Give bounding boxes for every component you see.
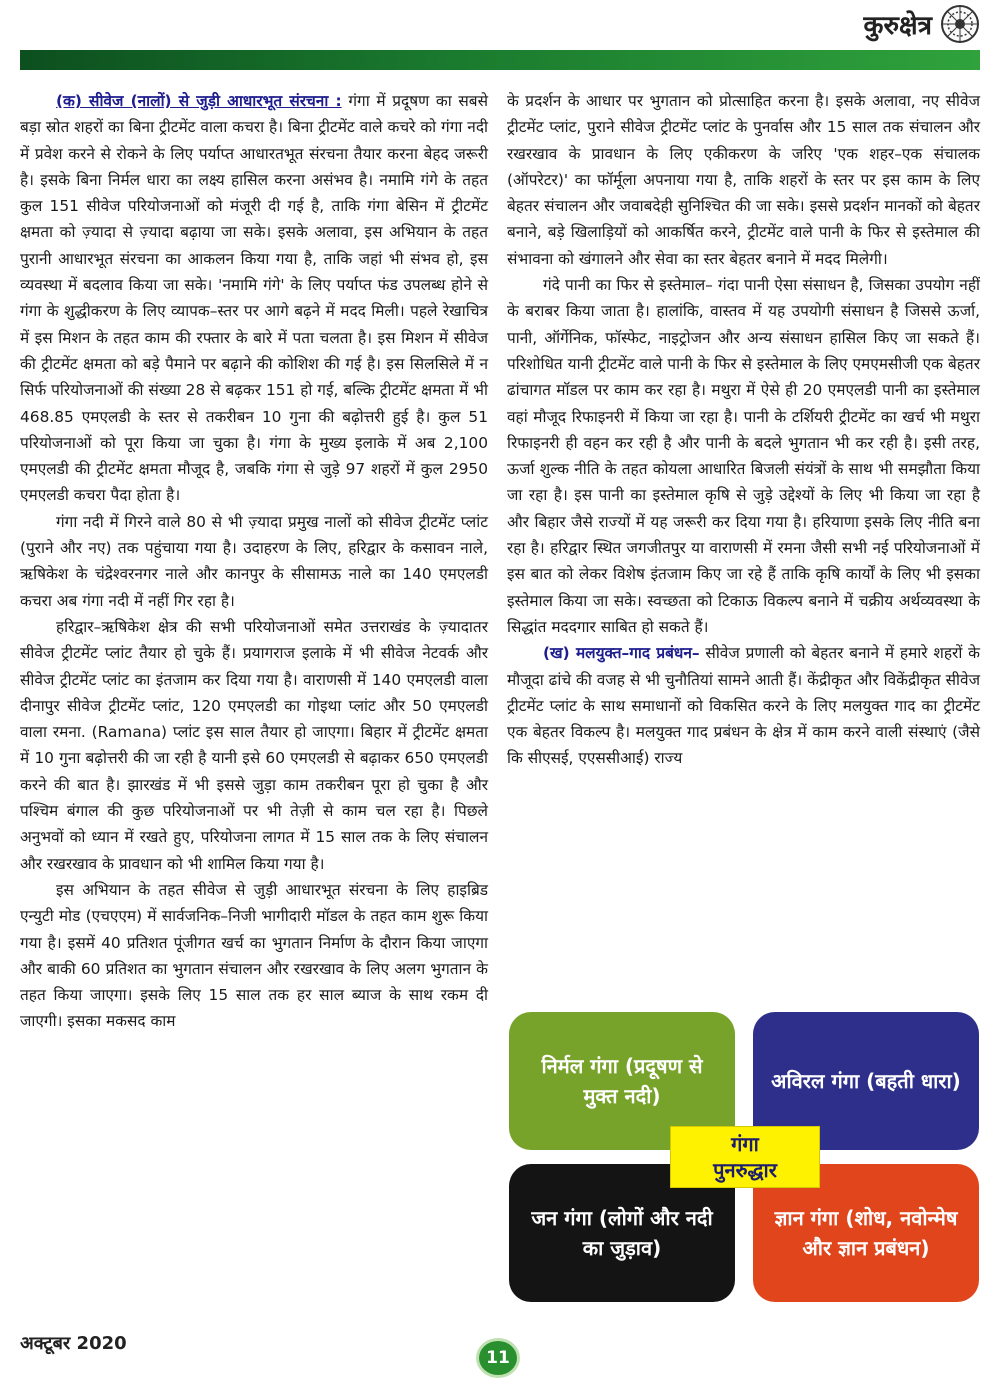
paragraph-text: गंगा में प्रदूषण का सबसे बड़ा स्रोत शहरों का बिना ट्रीटमेंट वाला कचरा है। बिना ट्रीटमेंट वाले कचरे को गंगा नदी में प्रवेश करने से रोकने के लिए पर्याप्त आधारतभूत संरचना तैयार करना बेहद जरूरी है। इसके बिना निर्मल धारा का लक्ष्य हासिल करना असंभव है। नमामि गंगे के तहत कुल 151 सीवेज परियोजनाओं को मंजूरी दी गई है, ताकि गंगा बेसिन में ट्रीटमेंट क्षमता को ज़्यादा से ज़्यादा बढ़ाया जा सके। इसके अलावा, इस अभियान के तहत पुरानी आधारभूत संरचना का आकलन किया गया है, ताकि जहां भी संभव हो, इस व्यवस्था में बदलाव किया जा सके। 'नमामि गंगे' के लिए पर्याप्त फंड उपलब्ध होने से गंगा के शुद्धीकरण के लिए व्यापक–स्तर पर आगे बढ़ने में मदद मिली। पहले रेखाचित्र में इस मिशन के तहत काम की रफ्तार के बारे में पता चलता है। इस मिशन में सीवेज की ट्रीटमेंट क्षमता को बड़े पैमाने पर बढ़ाने की कोशिश की गई है। इस सिलसिले में न सिर्फ परियोजनाओं की संख्या 28 से बढ़कर 151 हो गई, बल्कि ट्रीटमेंट क्षमता में भी 468.85 एमएलडी के स्तर से तकरीबन 10 गुना की बढ़ोत्तरी हुई है। कुल 51 परियोजनाओं को पूरा किया जा चुका है। गंगा के मुख्य इलाके में अब 2,100 एमएलडी की ट्रीटमेंट क्षमता मौजूद है, जबकि गंगा से जुड़े 97 शहरों में कुल 2950 एमएलडी कचरा पैदा होता है। [20,92,489,505]
center-label-line1: गंगा [731,1132,759,1156]
jan-ganga-box: जन गंगा (लोगों और नदी का जुड़ाव) [509,1164,735,1302]
paragraph: गंगा नदी में गिरने वाले 80 से भी ज़्यादा प्रमुख नालों को सीवेज ट्रीटमेंट प्लांट (पुराने और नए) तक पहुंचाया गया है। उदाहरण के लिए, हरिद्वार के कसावन नाले, ऋषिकेश के चंद्रेश्वरनगर नाले और कानपुर के सीसामऊ नाले का 140 एमएलडी कचरा अब गंगा नदी में नहीं गिर रहा है। [20,512,488,610]
left-column [20,88,488,1035]
issue-month: अक्टूबर 2020 [20,1333,127,1354]
section-heading-a: (क) सीवेज (नालों) से जुड़ी आधारभूत संरचना : [56,92,342,110]
nirmal-ganga-box: निर्मल गंगा (प्रदूषण से मुक्त नदी) [509,1012,735,1150]
ganga-rejuvenation-diagram [509,1012,979,1302]
paragraph: के प्रदर्शन के आधार पर भुगतान को प्रोत्साहित करना है। इसके अलावा, नए सीवेज ट्रीटमेंट प्लांट, पुराने सीवेज ट्रीटमेंट प्लांट के पुनर्वास और 15 साल तक संचालन और रखरखाव के प्रावधान के लिए एकीकरण के जरिए 'एक शहर–एक संचालक (ऑपरेटर)' का फॉर्मूला अपनाया गया है, ताकि शहरों के स्तर पर इस काम के लिए बेहतर संचालन और जवाबदेही सुनिश्चित की जा सके। इससे प्रदर्शन मानकों को बेहतर बनाने, बड़े खिलाड़ियों को आकर्षित करने, ट्रीटमेंट वाले पानी के फिर से इस्तेमाल की संभावना को खंगालने और सेवा का स्तर बेहतर बनाने में मदद मिलेगी। [507,92,980,268]
gyan-ganga-box: ज्ञान गंगा (शोध, नवोन्मेष और ज्ञान प्रबंधन) [753,1164,979,1302]
masthead [863,0,980,48]
paragraph: गंदे पानी का फिर से इस्तेमाल– गंदा पानी ऐसा संसाधन है, जिसका उपयोग नहीं के बराबर किया जाता है। हालांकि, वास्तव में यह उपयोगी संसाधन है जिससे ऊर्जा, पानी, ऑर्गेनिक, फॉस्फेट, नाइट्रोजन और अन्य संसाधन हासिल किए जा सकते हैं। परिशोधित यानी ट्रीटमेंट वाले पानी के फिर से इस्तेमाल के लिए एमएमसीजी एक बेहतर ढांचागत मॉडल पर काम कर रहा है। मथुरा में ऐसे ही 20 एमएलडी पानी का इस्तेमाल वहां मौजूद रिफाइनरी में किया जा रहा है। पानी के टर्शियरी ट्रीटमेंट का खर्च भी मथुरा रिफाइनरी ही वहन कर रही है और पानी के बदले भुगतान भी कर रही है। इसी तरह, ऊर्जा शुल्क नीति के तहत कोयला आधारित बिजली संयंत्रों के साथ भी समझौता किया जा रहा है। इस पानी का इस्तेमाल कृषि से जुड़े उद्देश्यों के लिए भी किया जा रहा है और बिहार जैसे राज्यों में यह जरूरी कर दिया गया है। हरियाणा इसके लिए नीति बना रहा है। हरिद्वार स्थित जगजीतपुर या वाराणसी में रमना जैसी सभी नई परियोजनाओं में इस बात को लेकर विशेष इंतजाम किए जा रहे हैं ताकि कृषि कार्यों के लिए भी इसका इस्तेमाल किया जा सके। स्वच्छता को टिकाऊ विकल्प बनाने में चक्रीय अर्थव्यवस्था के सिद्धांत मददगार साबित हो सकते हैं। [507,276,980,636]
aviral-ganga-box: अविरल गंगा (बहती धारा) [753,1012,979,1150]
page-number: 11 [476,1338,520,1378]
paragraph [20,88,488,509]
center-label-line2: पुनरुद्धार [713,1158,777,1182]
paragraph [507,640,980,771]
section-heading-b: (ख) मलयुक्त–गाद प्रबंधन– [543,644,700,663]
paragraph: इस अभियान के तहत सीवेज से जुड़ी आधारभूत संरचना के लिए हाइब्रिड एन्युटी मोड (एचएएम) में सार्वजनिक–निजी भागीदारी मॉडल के तहत काम शुरू किया गया है। इसमें 40 प्रतिशत पूंजीगत खर्च का भुगतान निर्माण के दौरान किया जाएगा और बाकी 60 प्रतिशत का भुगतान संचालन और रखरखाव के लिए अलग भुगतान के तहत किया जाएगा। इसके लिए 15 साल तक हर साल ब्याज के साथ रकम दी जाएगी। इसका मकसद काम [20,880,488,1031]
paragraph: हरिद्वार–ऋषिकेश क्षेत्र की सभी परियोजनाओं समेत उत्तराखंड के ज़्यादातर सीवेज ट्रीटमेंट प्लांट तैयार हो चुके हैं। प्रयागराज इलाके में भी सीवेज नेटवर्क और सीवेज ट्रीटमेंट प्लांट का इंतजाम कर दिया गया है। वाराणसी में 140 एमएलडी वाला दीनापुर सीवेज ट्रीटमेंट प्लांट, 120 एमएलडी का गोइथा प्लांट और 50 एमएलडी वाला रमना. (Ramana) प्लांट इस साल तैयार हो जाएगा। बिहार में ट्रीटमेंट क्षमता में 10 गुना बढ़ोत्तरी की जा रही है यानी इसे 60 एमएलडी से बढ़ाकर 650 एमएलडी करने की बात है। झारखंड में भी इससे जुड़ा काम तकरीबन पूरा हो चुका है और पश्चिम बंगाल की कुछ परियोजनाओं पर भी तेज़ी से काम चल रहा है। पिछले अनुभवों को ध्यान में रखते हुए, परियोजना लागत में 15 साल तक के लिए संचालन और रखरखाव के प्रावधान को भी शामिल किया गया है। [20,617,488,873]
magazine-title: कुरुक्षेत्र [863,11,932,41]
paragraph-text: सीवेज प्रणाली को बेहतर बनाने में हमारे शहरों के मौजूदा ढांचे की वजह से भी चुनौतियां सामने आती हैं। केंद्रीकृत और विकेंद्रीकृत सीवेज ट्रीटमेंट प्लांट के साथ समाधानों को विकसित करने के लिए मलयुक्त गाद का ट्रीटमेंट एक बेहतर विकल्प है। मलयुक्त गाद प्रबंधन के क्षेत्र में काम करने वाली संस्थाएं (जैसे कि सीएसई, एएससीआई) राज्य [507,644,980,768]
ganga-punaruddhar-box [670,1126,820,1188]
chakra-emblem-icon [940,4,980,44]
header-green-bar [20,50,980,70]
right-column [507,88,980,772]
